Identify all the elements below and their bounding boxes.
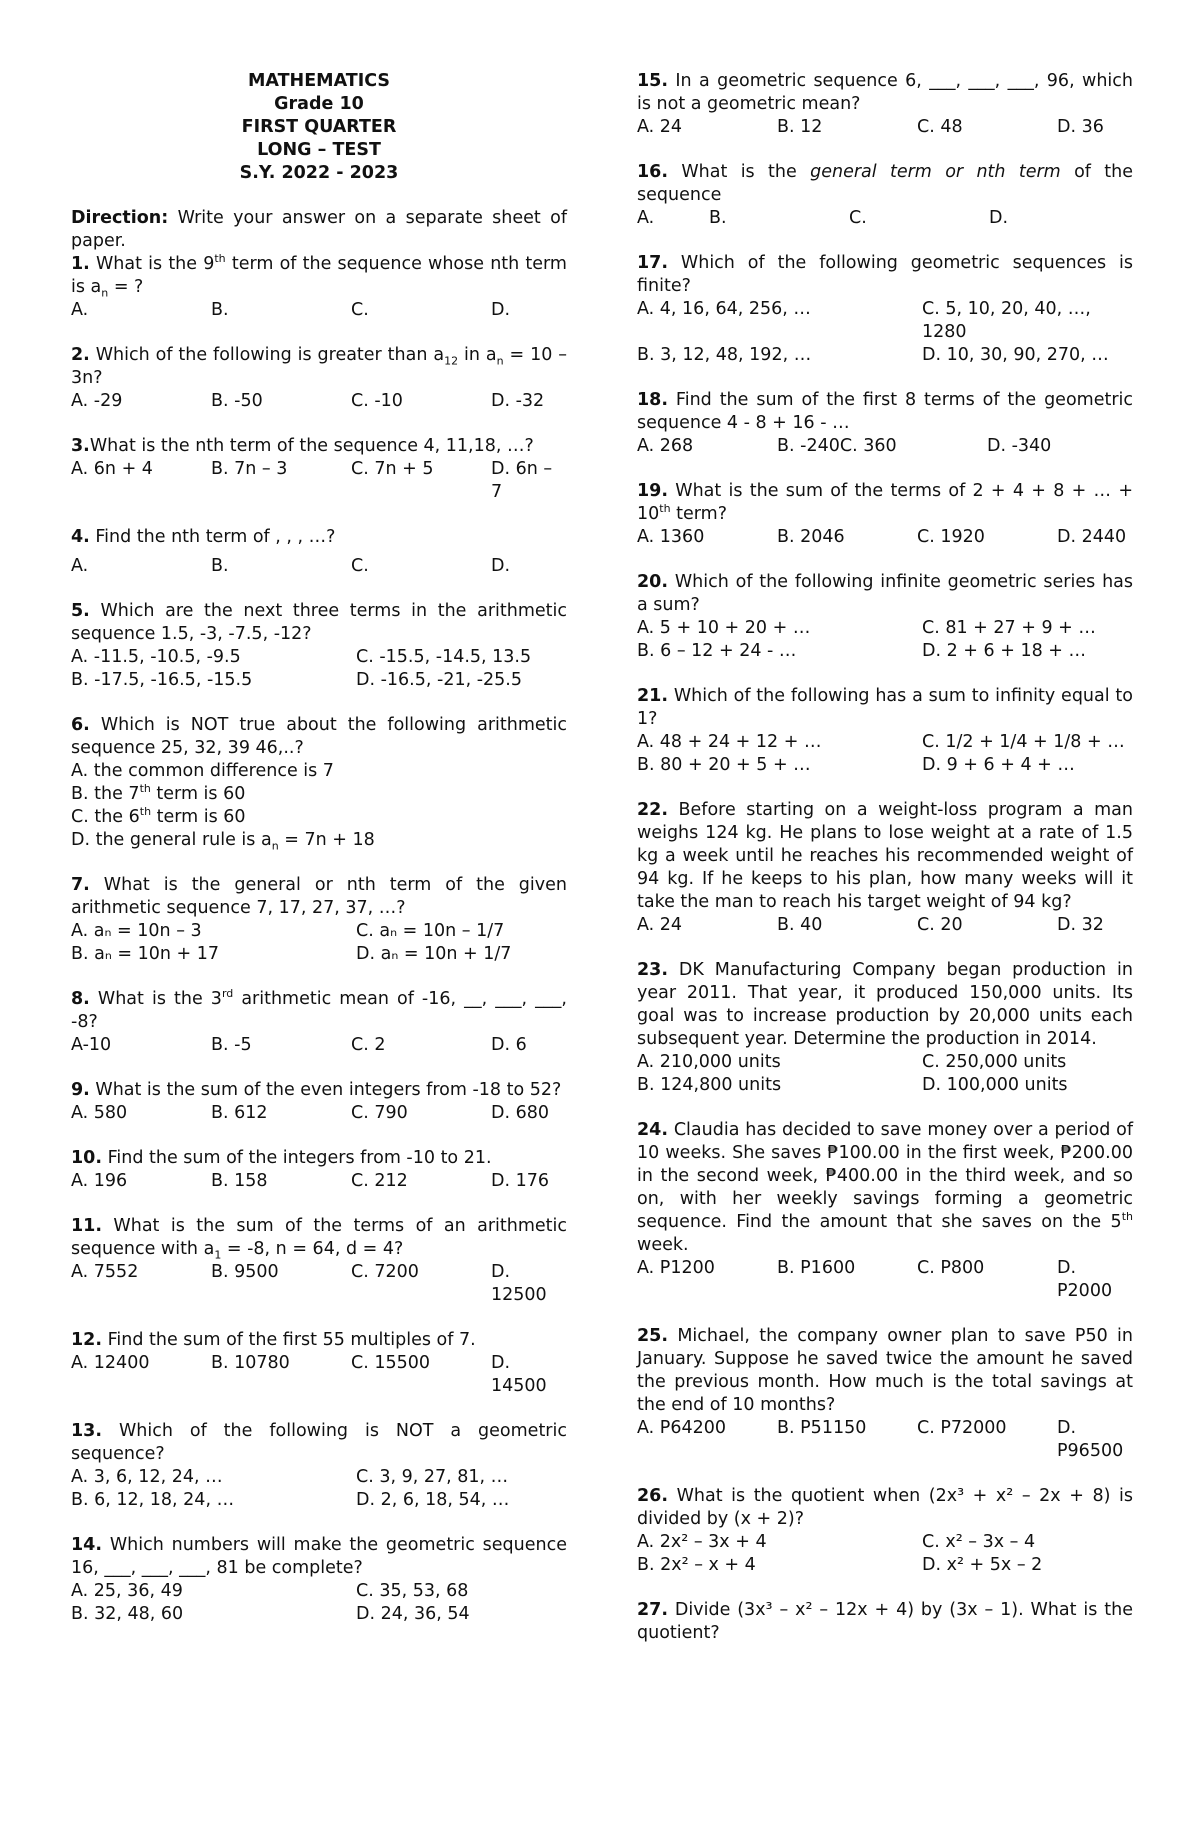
question-stem: 6. Which is NOT true about the following arithmetic sequence 25, 32, 39 46,..? <box>71 715 567 758</box>
choice-d: D. 14500 <box>491 1353 547 1396</box>
choice-c: C. 1920 <box>917 527 985 547</box>
question-stem: 7. What is the general or nth term of the given arithmetic sequence 7, 17, 27, 37, …? <box>71 875 567 918</box>
choice-d: D. 32 <box>1057 915 1104 935</box>
question-stem: 20. Which of the following infinite geometric series has a sum? <box>637 572 1133 615</box>
school-year: S.Y. 2022 - 2023 <box>239 163 399 183</box>
left-column <box>71 70 567 1626</box>
choice-d: D. P96500 <box>1057 1418 1124 1461</box>
question-3 <box>71 435 567 504</box>
answer-choices <box>71 299 567 322</box>
choice-c: C. the 6th term is 60 <box>71 805 246 827</box>
direction <box>71 207 567 253</box>
question-11 <box>71 1215 567 1307</box>
choice-a: A. 7552 <box>71 1262 139 1282</box>
question-stem: 12. Find the sum of the first 55 multiples of 7. <box>71 1330 476 1350</box>
answer-choices <box>637 1531 1133 1577</box>
question-stem: 17. Which of the following geometric sequences is finite? <box>637 253 1133 296</box>
answer-choices <box>637 617 1133 663</box>
answer-choices <box>637 116 1133 139</box>
question-21 <box>637 685 1133 777</box>
choice-c: C. 81 + 27 + 9 + … <box>922 618 1096 638</box>
choice-c: C. <box>351 556 369 576</box>
answer-choices <box>71 646 567 692</box>
choice-b: B. 32, 48, 60 <box>71 1604 184 1624</box>
question-stem: 1. What is the 9th term of the sequence whose nth term is $a_n$ = ? <box>71 252 567 300</box>
question-stem: 19. What is the sum of the terms of 2 + 4 + 8 + … + 10th term? <box>637 481 1133 524</box>
question-stem: 21. Which of the following has a sum to infinity equal to 1? <box>637 686 1133 729</box>
choice-d: D. <box>989 208 1009 228</box>
question-stem: 22. Before starting on a weight-loss program a man weighs 124 kg. He plans to lose weight at a rate of 1.5 kg a week until he reaches his recommended weight of 94 kg. If he keeps to his plan, how many weeks will it take the man to reach his target weight of 94 kg? <box>637 800 1133 912</box>
choice-d: D. P2000 <box>1057 1258 1113 1301</box>
choice-c: C. 20 <box>917 915 963 935</box>
choice-b: B. 80 + 20 + 5 + … <box>637 755 811 775</box>
choice-d: D. x² + 5x – 2 <box>922 1555 1043 1575</box>
answer-choices <box>71 1466 567 1512</box>
question-22 <box>637 799 1133 937</box>
answer-choices <box>637 731 1133 777</box>
choice-d: D. 2440 <box>1057 527 1127 547</box>
choice-a: A. 12400 <box>71 1353 150 1373</box>
question-stem: 23. DK Manufacturing Company began production in year 2011. That year, it produced 150,000 units. Its goal was to increase production by 20,000 units each subsequent year. Determine the production in 2014. <box>637 960 1133 1049</box>
question-stem: 8. What is the 3rd arithmetic mean of -16, __, ___, ___, -8? <box>71 987 567 1032</box>
question-17 <box>637 252 1133 367</box>
choice-a: A. 580 <box>71 1103 128 1123</box>
choice-a: A. 4, 16, 64, 256, … <box>637 299 811 319</box>
choice-c: C. 2 <box>351 1035 386 1055</box>
question-4 <box>71 526 567 578</box>
question-stem: 16. What is the general term or nth term of the sequence <box>637 162 1134 205</box>
choice-a: A-10 <box>71 1035 112 1055</box>
question-stem: 26. What is the quotient when (2x³ + x² – 2x + 8) is divided by (x + 2)? <box>637 1486 1133 1529</box>
answer-choices <box>637 207 1133 230</box>
question-stem: 4. Find the nth term of , , , …? <box>71 527 336 547</box>
choice-b: B. P1600 <box>777 1258 856 1278</box>
choice-c: C. 1/2 + 1/4 + 1/8 + … <box>922 732 1125 752</box>
choice-a: A. aₙ = 10n – 3 <box>71 921 202 941</box>
question-stem: 18. Find the sum of the first 8 terms of the geometric sequence 4 - 8 + 16 - … <box>637 390 1133 433</box>
choice-a: A. 24 <box>637 915 683 935</box>
choice-b: B. 10780 <box>211 1353 290 1373</box>
choice-d: D. 6 <box>491 1035 527 1055</box>
choice-a: A. P64200 <box>637 1418 727 1438</box>
choice-c: C. x² – 3x – 4 <box>922 1532 1036 1552</box>
choice-c: C. aₙ = 10n – 1/7 <box>356 921 505 941</box>
test-header <box>71 70 567 185</box>
choice-a: A. <box>71 300 89 320</box>
choice-d: D. 100,000 units <box>922 1075 1068 1095</box>
test-title: LONG – TEST <box>257 140 381 160</box>
choice-d: D. -340 <box>987 436 1052 456</box>
choice-d: D. the general rule is $a_n = 7n + 18$ <box>71 830 375 853</box>
choice-b: B. -50 <box>211 391 263 411</box>
question-14 <box>71 1534 567 1626</box>
answer-choices <box>71 390 567 413</box>
question-stem: 15. In a geometric sequence 6, ___, ___, ___, 96, which is not a geometric mean? <box>637 71 1133 114</box>
grade-title: Grade 10 <box>274 94 364 114</box>
choice-c: C. -10 <box>351 391 403 411</box>
choice-a: A. 3, 6, 12, 24, … <box>71 1467 223 1487</box>
choice-b: B. <box>211 556 229 576</box>
question-2 <box>71 344 567 413</box>
question-10 <box>71 1147 567 1193</box>
choice-b: B. 124,800 units <box>637 1075 782 1095</box>
answer-choices <box>71 1261 567 1307</box>
choice-a: A. 5 + 10 + 20 + … <box>637 618 811 638</box>
direction-label: Direction: <box>71 208 169 228</box>
choice-d: D. 10, 30, 90, 270, … <box>922 345 1109 365</box>
question-19 <box>637 480 1133 549</box>
answer-choices <box>637 526 1133 549</box>
question-stem: 9. What is the sum of the even integers from -18 to 52? <box>71 1080 562 1100</box>
choice-a: A. 6n + 4 <box>71 459 153 479</box>
question-18 <box>637 389 1133 458</box>
answer-choices <box>637 1417 1133 1463</box>
question-16 <box>637 161 1133 230</box>
answer-choices <box>637 914 1133 937</box>
choice-c: C. 250,000 units <box>922 1052 1067 1072</box>
question-stem: 3.What is the nth term of the sequence 4, 11,18, …? <box>71 436 534 456</box>
answer-choices <box>637 435 1133 458</box>
choice-b: B. 6 – 12 + 24 - … <box>637 641 797 661</box>
choice-c: C. -15.5, -14.5, 13.5 <box>356 647 532 667</box>
choice-b: B. P51150 <box>777 1418 867 1438</box>
answer-choices <box>71 1352 567 1398</box>
choice-b: B. -17.5, -16.5, -15.5 <box>71 670 253 690</box>
choice-c: C. 35, 53, 68 <box>356 1581 469 1601</box>
choice-b: B. -5 <box>211 1035 252 1055</box>
question-15 <box>637 70 1133 139</box>
question-stem: 11. What is the sum of the terms of an arithmetic sequence with $a_1 = -8$, n = 64, d = 4? <box>71 1216 567 1262</box>
quarter-title: FIRST QUARTER <box>241 117 397 137</box>
choice-b: B. <box>211 300 229 320</box>
choice-d: D. 176 <box>491 1171 550 1191</box>
choice-d: D. 6n – 7 <box>491 459 553 502</box>
question-25 <box>637 1325 1133 1463</box>
question-20 <box>637 571 1133 663</box>
choice-b: B. 2046 <box>777 527 845 547</box>
question-27 <box>637 1599 1133 1645</box>
question-6 <box>71 714 567 852</box>
answer-choices <box>71 1580 567 1626</box>
subject-title: MATHEMATICS <box>248 71 390 91</box>
choice-a: A. 25, 36, 49 <box>71 1581 183 1601</box>
choice-c: C. 5, 10, 20, 40, …, 1280 <box>922 299 1091 342</box>
choice-c: C. P800 <box>917 1258 985 1278</box>
choice-b: B. 6, 12, 18, 24, … <box>71 1490 235 1510</box>
question-5 <box>71 600 567 692</box>
question-stem: 13. Which of the following is NOT a geometric sequence? <box>71 1421 567 1464</box>
answer-choices <box>71 920 567 966</box>
choice-c: C. 7n + 5 <box>351 459 434 479</box>
choice-b: B. 3, 12, 48, 192, … <box>637 345 812 365</box>
answer-choices <box>71 555 567 578</box>
answer-choices <box>637 298 1133 367</box>
question-7 <box>71 874 567 966</box>
choice-b: B. 9500 <box>211 1262 279 1282</box>
question-stem: 24. Claudia has decided to save money over a period of 10 weeks. She saves ₱100.00 in the first week, ₱200.00 in the second week, ₱400.00 in the third week, and so on, with her weekly savings forming a geometric sequence. Find the amount that she saves on the 5th week. <box>637 1120 1133 1255</box>
answer-choices <box>71 1170 567 1193</box>
choice-c: C. 15500 <box>351 1353 431 1373</box>
choice-d: D. 2 + 6 + 18 + … <box>922 641 1087 661</box>
choice-a: A. 210,000 units <box>637 1052 781 1072</box>
choice-a: A. 1360 <box>637 527 705 547</box>
choice-d: D. 24, 36, 54 <box>356 1604 470 1624</box>
choice-d: D. aₙ = 10n + 1/7 <box>356 944 512 964</box>
right-column <box>637 70 1133 1645</box>
choice-d: D. -32 <box>491 391 545 411</box>
choice-d: D. 2, 6, 18, 54, … <box>356 1490 510 1510</box>
choice-b: B. 612 <box>211 1103 268 1123</box>
direction-text: Write your answer on a separate sheet of paper. <box>71 208 567 251</box>
choice-b: B. aₙ = 10n + 17 <box>71 944 220 964</box>
answer-choices <box>637 1051 1133 1097</box>
choice-d: D. -16.5, -21, -25.5 <box>356 670 522 690</box>
choice-d: D. <box>491 300 511 320</box>
choice-d: D. 680 <box>491 1103 550 1123</box>
choice-d: D. <box>491 556 511 576</box>
question-1 <box>71 253 567 322</box>
choice-a: A. 24 <box>637 117 683 137</box>
choice-c: C. <box>849 208 867 228</box>
choice-b: B. 7n – 3 <box>211 459 288 479</box>
choice-a: A. the common difference is 7 <box>71 761 334 781</box>
choice-a: A. 196 <box>71 1171 128 1191</box>
choice-a: A. <box>71 556 89 576</box>
question-23 <box>637 959 1133 1097</box>
choice-b: B. 12 <box>777 117 823 137</box>
choice-c: C. 3, 9, 27, 81, … <box>356 1467 509 1487</box>
question-stem: 27. Divide (3x³ – x² – 12x + 4) by (3x – 1). What is the quotient? <box>637 1600 1133 1643</box>
choice-c: C. 48 <box>917 117 963 137</box>
choice-a: A. 2x² – 3x + 4 <box>637 1532 767 1552</box>
choice-a: A. P1200 <box>637 1258 715 1278</box>
choice-a: A. -29 <box>71 391 123 411</box>
question-24 <box>637 1119 1133 1303</box>
question-stem: 25. Michael, the company owner plan to save P50 in January. Suppose he saved twice the amount he saved the previous month. How much is the total savings at the end of 10 months? <box>637 1326 1133 1415</box>
choice-c: C. 790 <box>351 1103 408 1123</box>
answer-choices <box>71 458 567 504</box>
choice-b: B. 2x² – x + 4 <box>637 1555 756 1575</box>
answer-choices <box>71 1034 567 1057</box>
choice-a: A. 48 + 24 + 12 + … <box>637 732 822 752</box>
choice-d: D. 9 + 6 + 4 + … <box>922 755 1075 775</box>
choice-a: A. 268 <box>637 436 694 456</box>
question-stem: 5. Which are the next three terms in the arithmetic sequence 1.5, -3, -7.5, -12? <box>71 601 567 644</box>
choice-b: B. <box>709 208 727 228</box>
choice-b: B. 158 <box>211 1171 268 1191</box>
choice-b: B. the 7th term is 60 <box>71 782 246 804</box>
answer-choices <box>71 1102 567 1125</box>
question-8 <box>71 988 567 1057</box>
question-stem: 10. Find the sum of the integers from -10 to 21. <box>71 1148 492 1168</box>
answer-choices <box>637 1257 1133 1303</box>
question-9 <box>71 1079 567 1125</box>
question-stem: 2. Which of the following is greater than $a_{12}$ in $a_n = 10 - 3n$? <box>71 345 568 388</box>
question-12 <box>71 1329 567 1398</box>
choice-c: C. 212 <box>351 1171 408 1191</box>
choice-c: C. P72000 <box>917 1418 1007 1438</box>
question-26 <box>637 1485 1133 1577</box>
choice-a: A. <box>637 208 655 228</box>
choice-c: C. 7200 <box>351 1262 419 1282</box>
question-stem: 14. Which numbers will make the geometric sequence 16, ___, ___, ___, 81 be complete? <box>71 1535 567 1578</box>
choice-a: A. -11.5, -10.5, -9.5 <box>71 647 241 667</box>
choice-b: B. 40 <box>777 915 823 935</box>
choice-c: C. <box>351 300 369 320</box>
choice-d: D. 12500 <box>491 1262 547 1305</box>
question-13 <box>71 1420 567 1512</box>
choice-d: D. 36 <box>1057 117 1104 137</box>
choice-b-c: B. -240C. 360 <box>777 436 897 456</box>
